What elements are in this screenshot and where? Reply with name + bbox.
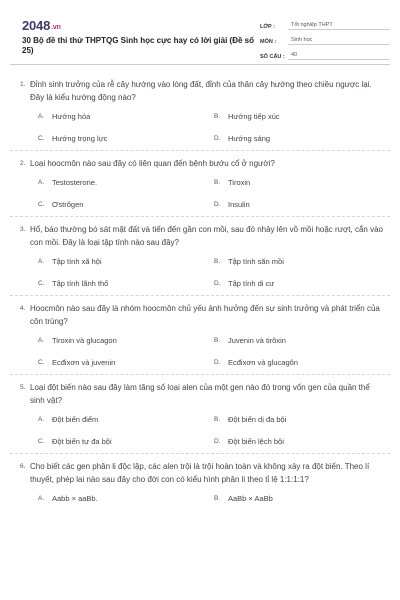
option-text: Hướng hóa xyxy=(52,112,91,121)
question-1 xyxy=(10,72,390,151)
option-letter: D. xyxy=(214,359,221,366)
option-c[interactable] xyxy=(38,200,214,210)
option-a[interactable] xyxy=(38,415,214,425)
question-number: 3. xyxy=(20,226,26,233)
option-letter: B. xyxy=(214,337,221,344)
option-list xyxy=(10,336,390,368)
option-text: Ecđixơn và juvenin xyxy=(52,358,116,367)
meta-value: Tốt nghiệp THPT xyxy=(288,22,390,30)
question-number: 2. xyxy=(20,160,26,167)
option-text: Ecđixơn và glucagôn xyxy=(228,358,298,367)
site-logo[interactable] xyxy=(22,18,61,33)
meta-label: MÔN : xyxy=(260,39,277,45)
question-number: 4. xyxy=(20,305,26,312)
question-list xyxy=(10,72,390,510)
document-title: 30 Bộ đề thi thử THPTQG Sinh học cực hay có lời giải (Đề số 25) xyxy=(22,36,254,55)
option-text: Đột biến lệch bội xyxy=(228,437,284,446)
question-text: Cho biết các gen phân li độc lập, các alen trội là trội hoàn toàn và không xảy ra đột biến. Theo lí thuyết, phép lai nào sau đây cho đời con có kiểu hình phân li theo tỉ lệ 1:1:1:1? xyxy=(30,462,370,484)
option-text: Tập tính di cư xyxy=(228,279,275,288)
option-letter: B. xyxy=(214,113,221,120)
option-text: Tiroxin xyxy=(228,178,251,187)
option-text: Hướng sáng xyxy=(228,134,271,143)
option-d[interactable] xyxy=(214,200,390,210)
option-text: Hướng trọng lực xyxy=(52,134,108,143)
option-c[interactable] xyxy=(38,134,214,144)
option-c[interactable] xyxy=(38,437,214,447)
option-a[interactable] xyxy=(38,178,214,188)
option-b[interactable] xyxy=(214,112,390,122)
option-letter: C. xyxy=(38,359,45,366)
option-letter: B. xyxy=(214,416,221,423)
option-letter: A. xyxy=(38,495,45,502)
option-text: Đột biến dị đa bội xyxy=(228,415,287,424)
option-a[interactable] xyxy=(38,494,214,504)
question-text: Đỉnh sinh trưởng của rễ cây hướng vào lòng đất, đỉnh của thân cây hướng theo chiều ngược lại. Đây là kiểu hướng động nào? xyxy=(30,80,372,102)
logo-suffix: .vn xyxy=(51,24,61,31)
option-text: Tập tính lãnh thổ xyxy=(52,279,109,288)
question-number: 1. xyxy=(20,81,26,88)
option-b[interactable] xyxy=(214,415,390,425)
option-text: Tập tính xã hội xyxy=(52,257,102,266)
question-text: Hổ, báo thường bò sát mặt đất và tiến đến gần con mồi, sau đó nhảy lên vồ mồi hoặc rượt, cắn vào con mồi. Đây là loại tập tính nào sau đây? xyxy=(30,225,383,247)
document-header xyxy=(8,6,392,60)
option-b[interactable] xyxy=(214,257,390,267)
option-letter: B. xyxy=(214,495,221,502)
option-list xyxy=(10,178,390,210)
option-letter: B. xyxy=(214,258,221,265)
option-letter: C. xyxy=(38,438,45,445)
option-b[interactable] xyxy=(214,178,390,188)
option-text: Hướng tiếp xúc xyxy=(228,112,280,121)
option-letter: A. xyxy=(38,258,45,265)
question-text: Hoocmôn nào sau đây là nhóm hoocmôn chủ yếu ảnh hưởng đến sự sinh trưởng và phát triển của côn trùng? xyxy=(30,304,380,326)
option-text: Testosterone. xyxy=(52,178,98,187)
option-text: Tập tính săn mồi xyxy=(228,257,284,266)
option-letter: D. xyxy=(214,280,221,287)
question-text: Loại đột biến nào sau đây làm tăng số loại alen của một gen nào đó trong vốn gen của quần thể sinh vật? xyxy=(30,383,370,405)
option-text: Insulin xyxy=(228,200,250,209)
option-list xyxy=(10,494,390,504)
meta-row-count xyxy=(260,48,390,60)
option-letter: C. xyxy=(38,135,45,142)
meta-row-subject xyxy=(260,33,390,45)
option-list xyxy=(10,415,390,447)
option-a[interactable] xyxy=(38,336,214,346)
option-a[interactable] xyxy=(38,112,214,122)
option-text: Aabb × aaBb. xyxy=(52,494,98,503)
option-text: AaBb × AaBb xyxy=(228,494,273,503)
option-text: Juvenin và tirôxin xyxy=(228,336,286,345)
option-letter: D. xyxy=(214,135,221,142)
question-5 xyxy=(10,375,390,454)
option-letter: C. xyxy=(38,280,45,287)
meta-row-grade xyxy=(260,18,390,30)
option-text: Đột biến điểm xyxy=(52,415,99,424)
question-4 xyxy=(10,296,390,375)
option-letter: D. xyxy=(214,438,221,445)
option-list xyxy=(10,112,390,144)
option-letter: A. xyxy=(38,113,45,120)
question-3 xyxy=(10,217,390,296)
option-letter: A. xyxy=(38,179,45,186)
option-letter: A. xyxy=(38,416,45,423)
meta-label: LỚP : xyxy=(260,24,275,30)
option-d[interactable] xyxy=(214,279,390,289)
option-d[interactable] xyxy=(214,134,390,144)
question-number: 6. xyxy=(20,463,26,470)
question-number: 5. xyxy=(20,384,26,391)
option-letter: D. xyxy=(214,201,221,208)
meta-label: SỐ CÂU : xyxy=(260,54,285,60)
option-list xyxy=(10,257,390,289)
option-d[interactable] xyxy=(214,358,390,368)
option-c[interactable] xyxy=(38,279,214,289)
option-letter: A. xyxy=(38,337,45,344)
option-letter: C. xyxy=(38,201,45,208)
option-text: Ơstrôgen xyxy=(52,200,84,209)
option-b[interactable] xyxy=(214,336,390,346)
option-c[interactable] xyxy=(38,358,214,368)
header-divider xyxy=(10,64,390,65)
option-letter: B. xyxy=(214,179,221,186)
option-d[interactable] xyxy=(214,437,390,447)
option-b[interactable] xyxy=(214,494,390,504)
meta-value: 40 xyxy=(288,52,390,60)
option-a[interactable] xyxy=(38,257,214,267)
meta-value: Sinh học xyxy=(288,37,390,45)
question-6 xyxy=(10,454,390,510)
logo-number: 2048 xyxy=(22,18,51,33)
question-text: Loại hoocmôn nào sau đây có liên quan đến bệnh bướu cổ ở người? xyxy=(30,159,275,168)
meta-info xyxy=(260,18,390,63)
option-text: Tiroxin và glucagon xyxy=(52,336,117,345)
question-2 xyxy=(10,151,390,217)
option-text: Đột biến tự đa bội xyxy=(52,437,112,446)
